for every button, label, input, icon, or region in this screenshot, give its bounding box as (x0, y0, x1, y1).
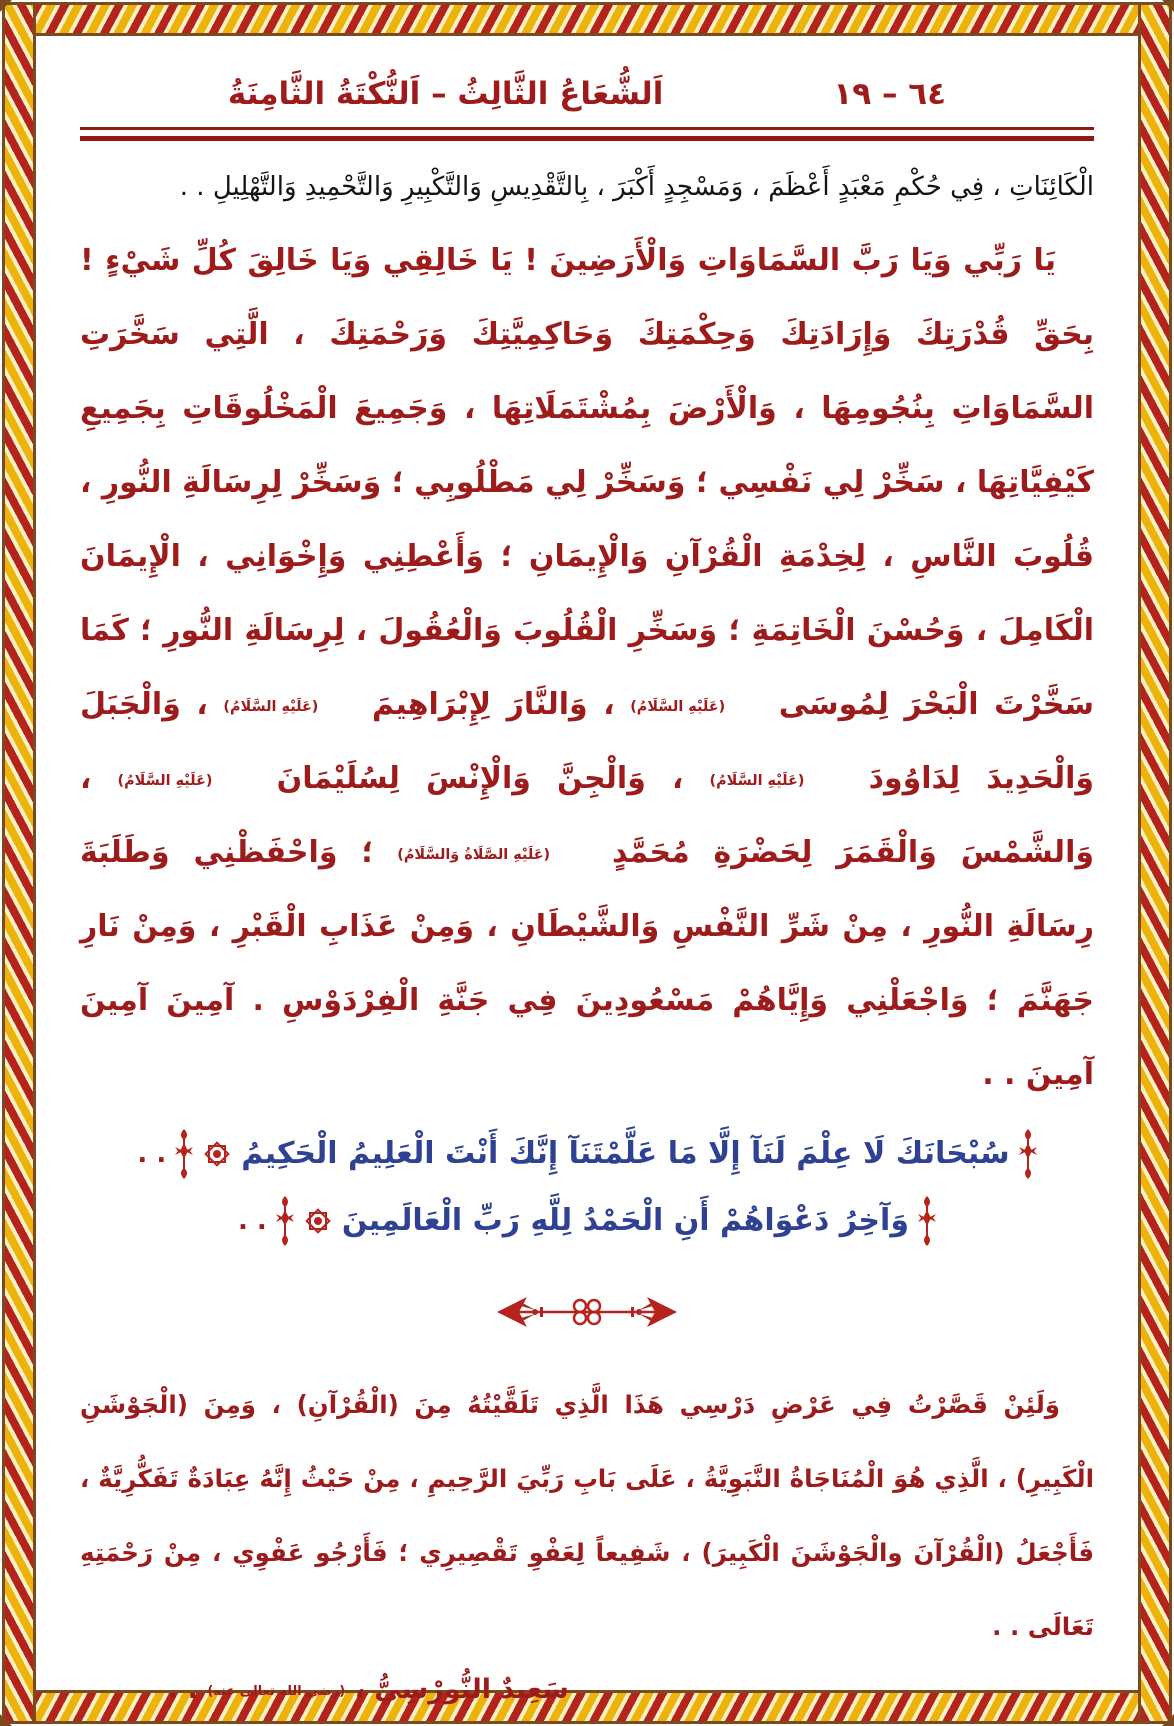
honorific-seal: (عَلَيْهِ السَّلَامُ) (630, 698, 726, 715)
header-double-rule (80, 127, 1094, 141)
verse-trailer: . . (137, 1138, 167, 1169)
frame-border-top (2, 2, 1172, 36)
verse-bracket-close-icon (276, 1196, 294, 1246)
frame-border-right (1138, 2, 1172, 1724)
verse-text: سُبْحَانَكَ لَا عِلْمَ لَنَآ إِلَّا مَا عَلَّمْتَنَآ إِنَّكَ أَنْتَ الْعَلِيمُ الْحَكِيمُ (241, 1136, 1010, 1172)
prayer-paragraph: يَا رَبِّي وَيَا رَبَّ السَّمَاوَاتِ وَالْأَرَضِينَ ! يَا خَالِقِي وَيَا خَالِقَ كُلِّ شَيْءٍ ! بِحَقِّ قُدْرَتِكَ وَإِرَادَتِكَ وَحِكْمَتِكَ وَحَاكِمِيَّتِكَ وَرَحْمَتِكَ ، الَّتِي سَخَّرَتِ السَّمَاوَاتِ بِنُجُومِهَا ، وَالْأَرْضَ بِمُشْتَمَلَاتِهَا ، وَجَمِيعَ الْمَخْلُوقَاتِ بِجَمِيعِ كَيْفِيَّاتِهَا ، سَخِّرْ لِي نَفْسِي ؛ وَسَخِّرْ لِي مَطْلُوبِي ؛ وَسَخِّرْ لِرِسَالَةِ النُّورِ ، قُلُوبَ النَّاسِ ، لِخِدْمَةِ الْقُرْآنِ وَالْإِيمَانِ ؛ وَأَعْطِنِي وَإِخْوَانِي ، الْإِيمَانَ الْكَامِلَ ، وَحُسْنَ الْخَاتِمَةِ ؛ وَسَخِّرِ الْقُلُوبَ وَالْعُقُولَ ، لِرِسَالَةِ النُّورِ ؛ كَمَا سَخَّرْتَ الْبَحْرَ لِمُوسَى (عَلَيْهِ السَّلَامُ) ، وَالنَّارَ لِإِبْرَاهِيمَ (عَلَيْهِ السَّلَامُ) ، وَالْجَبَلَ وَالْحَدِيدَ لِدَاوُودَ (عَلَيْهِ السَّلَامُ) ، وَالْجِنَّ وَالْإِنْسَ لِسُلَيْمَانَ (عَلَيْهِ السَّلَامُ) ، وَالشَّمْسَ وَالْقَمَرَ لِحَضْرَةِ مُحَمَّدٍ (عَلَيْهِ الصَّلَاةُ وَالسَّلَامُ) ؛ وَاحْفَظْنِي وَطَلَبَةَ رِسَالَةِ النُّورِ ، مِنْ شَرِّ النَّفْسِ وَالشَّيْطَانِ ، وَمِنْ عَذَابِ الْقَبْرِ ، وَمِنْ نَارِ جَهَنَّمَ ؛ وَاجْعَلْنِي وَإِيَّاهُمْ مَسْعُودِينَ فِي جَنَّةِ الْفِرْدَوْسِ . آمِينَ آمِينَ آمِينَ . . (80, 243, 1095, 1093)
section-divider (80, 1292, 1094, 1332)
honorific-seal: (عَلَيْهِ الصَّلَاةُ وَالسَّلَامُ) (397, 846, 551, 863)
honorific-seal: (رضي الله تعالى عنه) (207, 1684, 346, 1700)
page-header (80, 72, 1094, 117)
honorific-seal: (عَلَيْهِ السَّلَامُ) (117, 772, 213, 789)
verse-text: وَآخِرُ دَعْوَاهُمْ أَنِ الْحَمْدُ لِلَّهِ رَبِّ الْعَالَمِينَ (341, 1203, 909, 1239)
signature-line: سَعِيدٌ النُّورْسِيُّ ، (رضي الله تعالى عنه) . . (168, 1674, 569, 1706)
verse-line (80, 1195, 1094, 1246)
frame-border-left (2, 2, 36, 1724)
continuation-paragraph: الْكَائِنَاتِ ، فِي حُكْمِ مَعْبَدٍ أَعْظَمَ ، وَمَسْجِدٍ أَكْبَرَ ، بِالتَّقْدِيسِ وَالتَّكْبِيرِ وَالتَّحْمِيدِ وَالتَّهْلِيلِ . . (179, 171, 1094, 202)
ayah-rosette-icon (303, 1206, 333, 1236)
verse-bracket-close-icon (175, 1129, 193, 1179)
page-numbers: ٦٤ – ١٩ (833, 76, 947, 112)
verse-line (80, 1128, 1094, 1179)
honorific-seal: (عَلَيْهِ السَّلَامُ) (223, 698, 319, 715)
verse-bracket-open-icon (1019, 1129, 1037, 1179)
verse-bracket-open-icon (918, 1196, 936, 1246)
chapter-title: اَلشُّعَاعُ الثَّالِثُ – اَلنُّكْتَةُ الثَّامِنَةُ (227, 76, 664, 112)
quran-verses (80, 1128, 1094, 1246)
page-content (36, 36, 1138, 1706)
closing-paragraph: وَلَئِنْ قَصَّرْتُ فِي عَرْضِ دَرْسِي هَذَا الَّذِي تَلَقَّيْتُهُ مِنَ (الْقُرْآنِ) ، وَمِنَ (الْجَوْشَنِ الْكَبِيرِ) ، الَّذِي هُوَ الْمُنَاجَاةُ النَّبَوِيَّةُ ، عَلَى بَابِ رَبِّيَ الرَّحِيمِ ، مِنْ حَيْثُ إِنَّهُ عِبَادَةٌ تَفَكُّرِيَّةٌ ، فَأَجْعَلُ (الْقُرْآنَ والْجَوْشَنَ الْكَبِيرَ) ، شَفِيعاً لِعَفْوِ تَقْصِيرِي ؛ فَأَرْجُو عَفْوِي ، مِنْ رَحْمَتِهِ تَعَالَى . . (80, 1390, 1094, 1642)
honorific-seal: (عَلَيْهِ السَّلَامُ) (709, 772, 805, 789)
verse-trailer: . . (238, 1205, 267, 1236)
ayah-rosette-icon (202, 1139, 232, 1169)
section-divider-ornament-icon (487, 1292, 687, 1332)
